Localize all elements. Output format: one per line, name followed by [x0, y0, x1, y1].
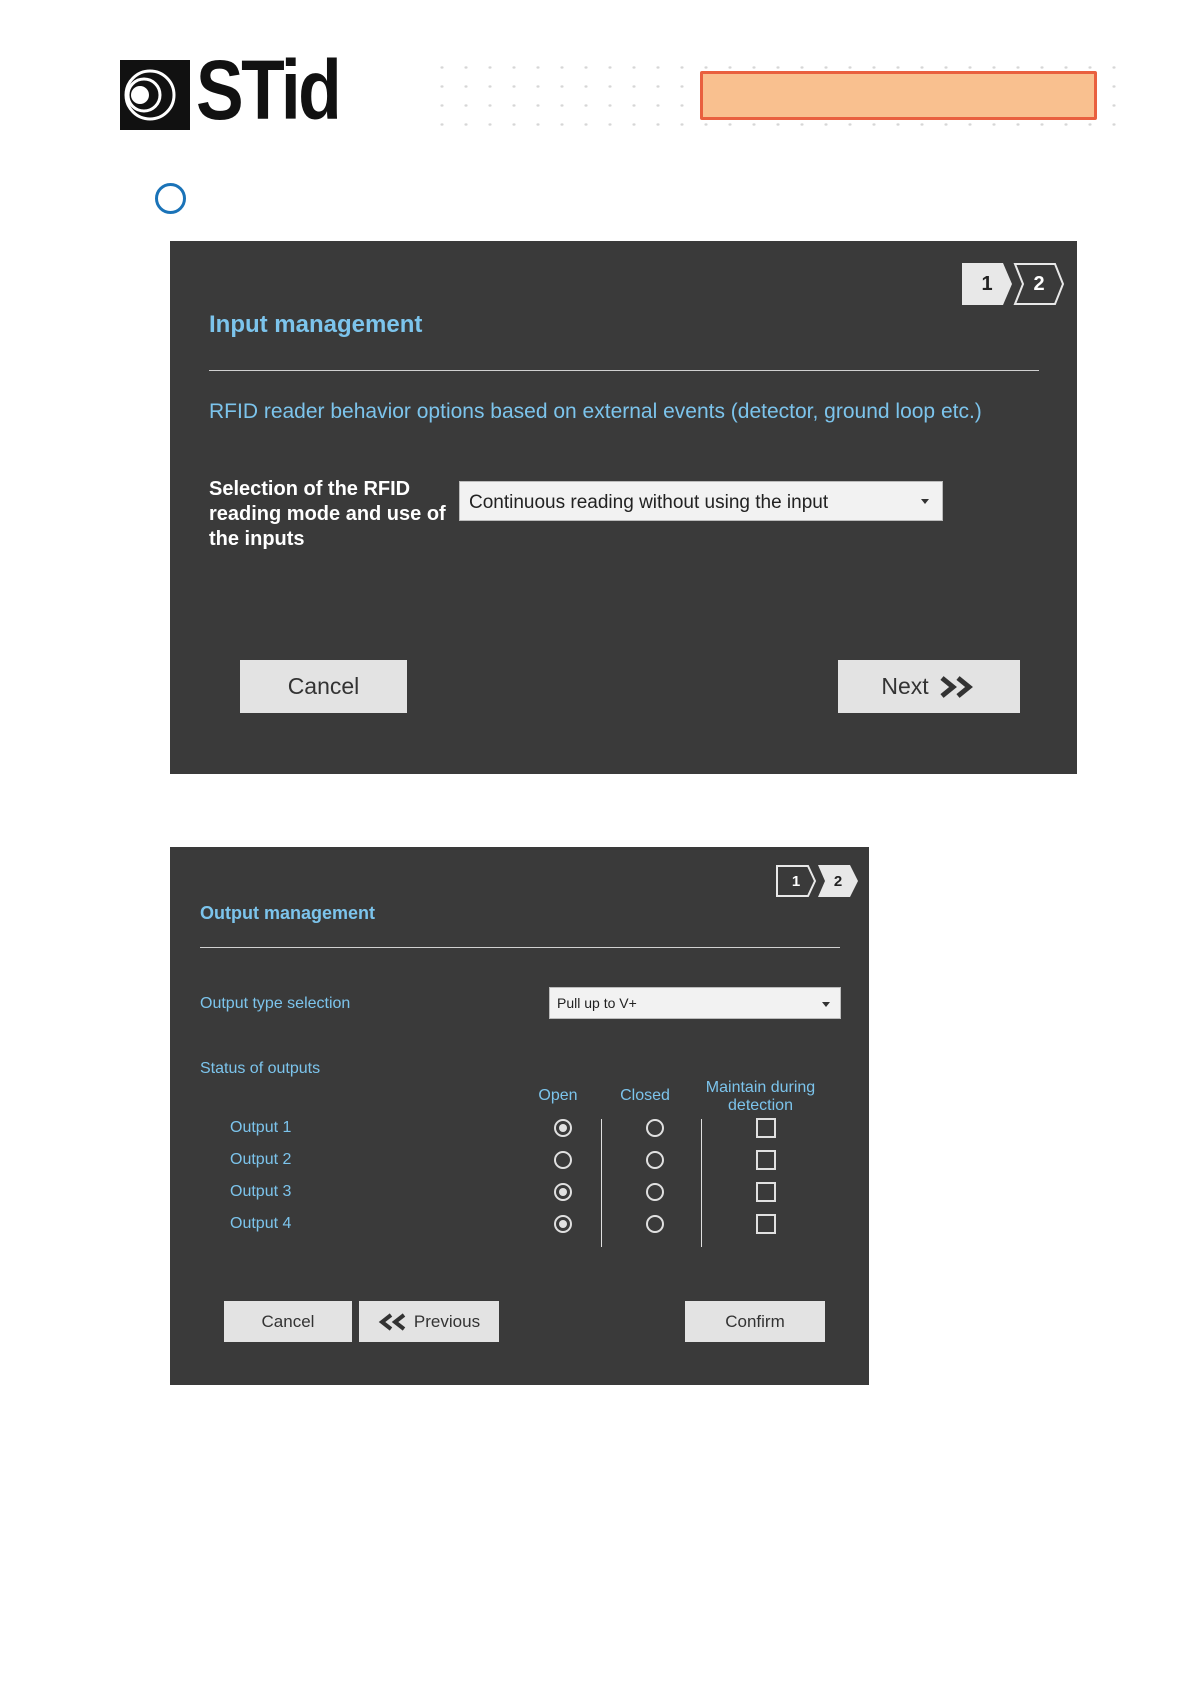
output-2-label: Output 2: [230, 1151, 292, 1168]
dropdown-caret-icon: [822, 1002, 830, 1007]
column-divider: [701, 1119, 702, 1247]
output-4-open-radio[interactable]: [554, 1215, 572, 1233]
double-chevron-left-icon: [378, 1313, 408, 1331]
step-2-indicator[interactable]: 2: [817, 864, 859, 898]
column-header-closed: Closed: [620, 1087, 670, 1104]
title-divider: [209, 370, 1039, 371]
output-2-maintain-checkbox[interactable]: [756, 1150, 776, 1170]
output-3-maintain-checkbox[interactable]: [756, 1182, 776, 1202]
column-header-open: Open: [538, 1087, 578, 1104]
output-2-open-radio[interactable]: [554, 1151, 572, 1169]
step-1-indicator[interactable]: 1: [961, 262, 1013, 306]
logo-mark: [120, 60, 190, 130]
output-4-closed-radio[interactable]: [646, 1215, 664, 1233]
cancel-button[interactable]: Cancel: [240, 660, 407, 713]
output-1-maintain-checkbox[interactable]: [756, 1118, 776, 1138]
step-2-indicator[interactable]: 2: [1013, 262, 1065, 306]
input-management-panel: [170, 241, 1077, 774]
confirm-button[interactable]: Confirm: [685, 1301, 825, 1342]
status-of-outputs-label: Status of outputs: [200, 1060, 321, 1077]
output-1-closed-radio[interactable]: [646, 1119, 664, 1137]
output-2-closed-radio[interactable]: [646, 1151, 664, 1169]
output-4-maintain-checkbox[interactable]: [756, 1214, 776, 1234]
output-3-closed-radio[interactable]: [646, 1183, 664, 1201]
next-button[interactable]: Next: [838, 660, 1020, 713]
reading-mode-dropdown[interactable]: [459, 481, 943, 521]
output-4-label: Output 4: [230, 1215, 292, 1232]
output-type-label: Output type selection: [200, 995, 351, 1012]
output-management-panel: [170, 847, 869, 1385]
step-marker-circle: [155, 183, 186, 214]
panel-description: RFID reader behavior options based on external events (detector, ground loop etc.): [209, 400, 982, 423]
header-highlight-box: [700, 71, 1097, 120]
reading-mode-label: Selection of the RFID reading mode and use of the inputs: [209, 478, 446, 550]
panel-title: Input management: [209, 311, 423, 338]
panel-title: Output management: [200, 903, 376, 923]
stid-logo: [120, 43, 355, 137]
column-divider: [601, 1119, 602, 1247]
dropdown-caret-icon: [921, 499, 929, 504]
output-type-value: Pull up to V+: [557, 995, 637, 1011]
step-1-indicator[interactable]: 1: [775, 864, 817, 898]
output-3-label: Output 3: [230, 1183, 292, 1200]
column-header-maintain: Maintain during detection: [705, 1079, 816, 1114]
wizard-steps: [961, 262, 1065, 306]
previous-button[interactable]: Previous: [359, 1301, 499, 1342]
title-divider: [200, 947, 840, 948]
output-type-dropdown[interactable]: [549, 987, 841, 1019]
reading-mode-value: Continuous reading without using the input: [469, 492, 829, 513]
logo-wordmark: STid: [196, 43, 340, 137]
double-chevron-right-icon: [939, 675, 977, 699]
cancel-button[interactable]: Cancel: [224, 1301, 352, 1342]
output-1-label: Output 1: [230, 1119, 292, 1136]
output-3-open-radio[interactable]: [554, 1183, 572, 1201]
wizard-steps: [775, 864, 859, 898]
output-1-open-radio[interactable]: [554, 1119, 572, 1137]
